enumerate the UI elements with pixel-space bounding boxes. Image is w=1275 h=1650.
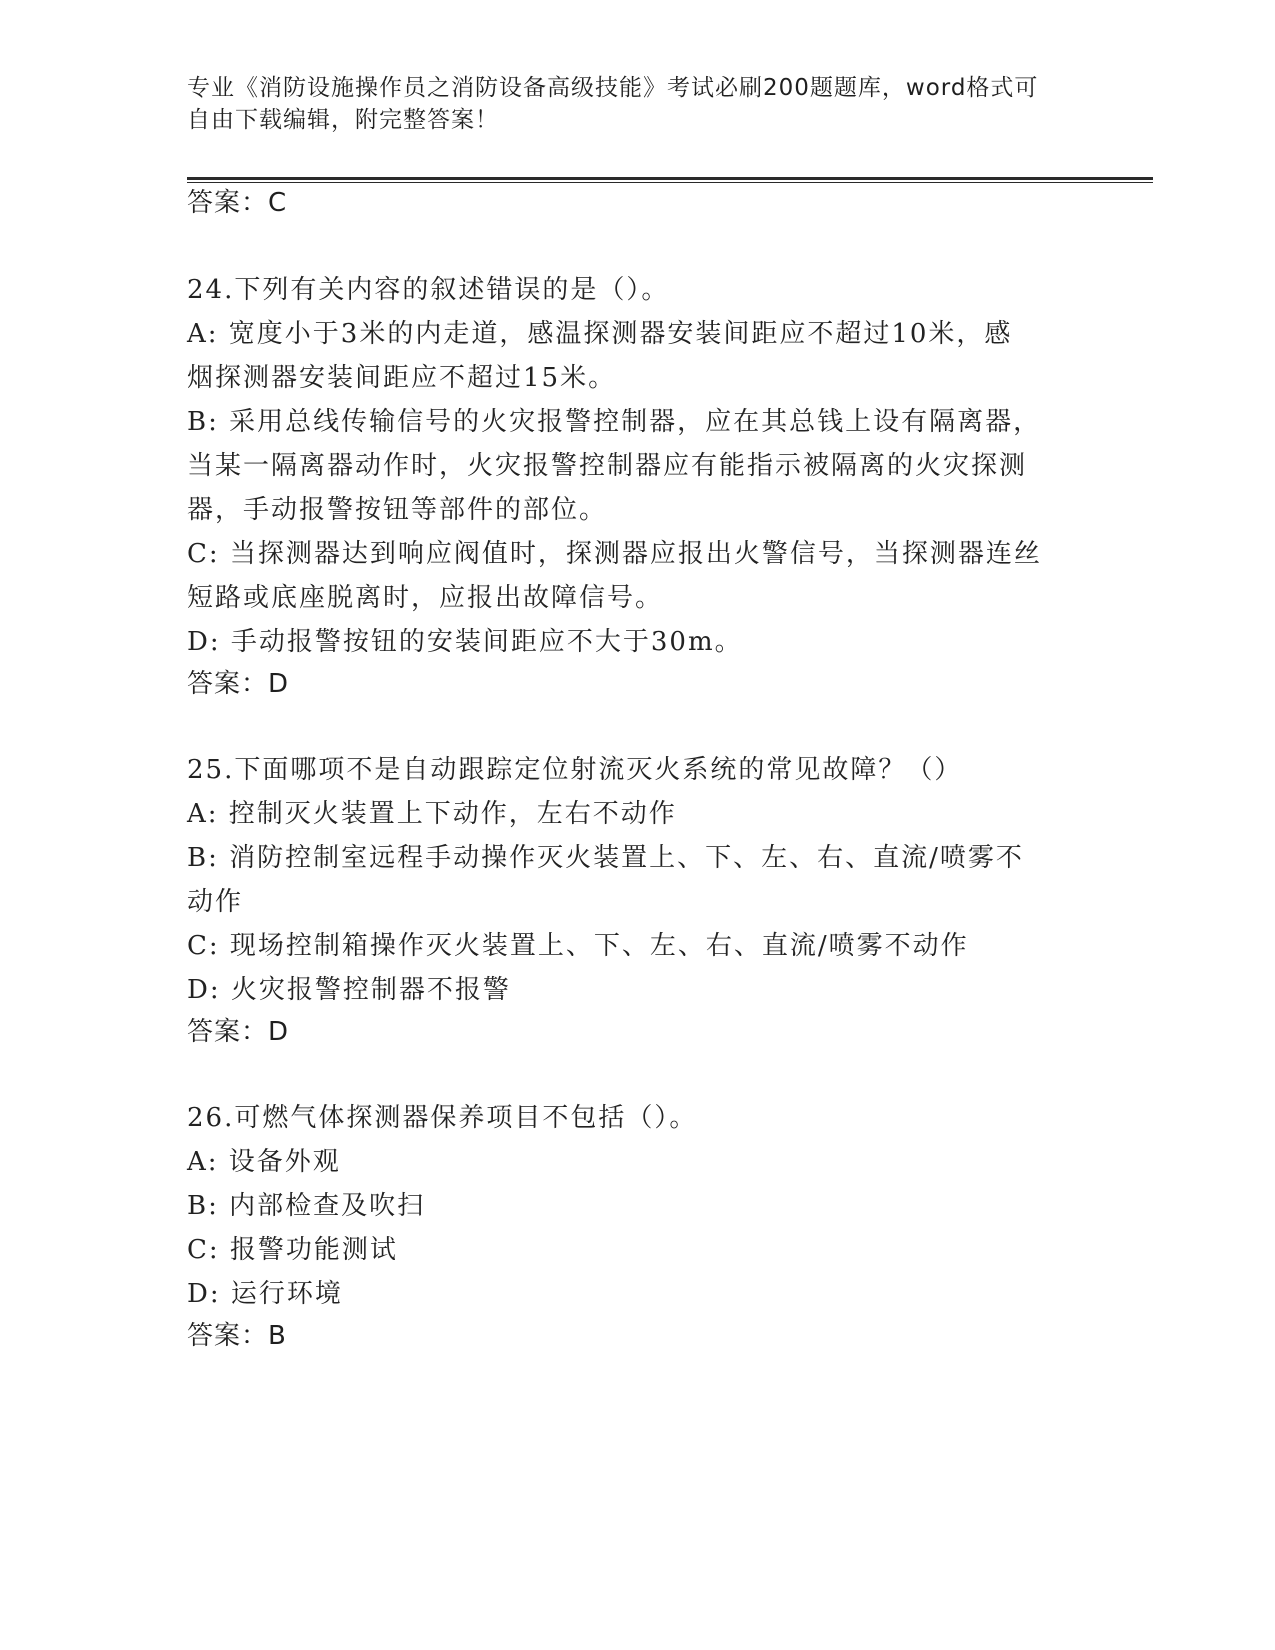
header-divider-thick (187, 177, 1153, 180)
question-25-option-b-line-2: 动作 (187, 887, 244, 917)
question-24-title: 24.下列有关内容的叙述错误的是（）。 (187, 275, 670, 305)
question-24-option-d-line-1: D: 手动报警按钮的安装间距应不大于30m。 (187, 627, 743, 657)
question-25-option-a-line-1: A: 控制灭火装置上下动作，左右不动作 (187, 799, 677, 829)
question-24-option-b-line-2: 当某一隔离器动作时，火灾报警控制器应有能指示被隔离的火灾探测 (187, 451, 1028, 481)
question-25-title: 25.下面哪项不是自动跟踪定位射流灭火系统的常见故障？（） (187, 755, 963, 785)
question-26-answer: 答案：B (187, 1321, 287, 1351)
question-25-option-b-line-1: B: 消防控制室远程手动操作灭火装置上、下、左、右、直流/喷雾不 (187, 843, 1024, 873)
question-26-title: 26.可燃气体探测器保养项目不包括（）。 (187, 1103, 698, 1133)
question-26-option-d-line-1: D: 运行环境 (187, 1279, 343, 1309)
question-24-option-b-line-1: B: 采用总线传输信号的火灾报警控制器，应在其总钱上设有隔离器， (187, 407, 1042, 437)
header-divider-thin (187, 182, 1153, 183)
question-25-answer: 答案：D (187, 1017, 290, 1047)
question-26-option-c-line-1: C: 报警功能测试 (187, 1235, 398, 1265)
previous-answer: 答案：C (187, 188, 288, 218)
question-24-option-c-line-2: 短路或底座脱离时，应报出故障信号。 (187, 583, 664, 613)
question-24-option-a-line-1: A: 宽度小于3米的内走道，感温探测器安装间距应不超过10米，感 (187, 319, 1013, 349)
question-24-option-a-line-2: 烟探测器安装间距应不超过15米。 (187, 363, 617, 393)
question-24-option-c-line-1: C: 当探测器达到响应阀值时，探测器应报出火警信号，当探测器连丝 (187, 539, 1042, 569)
header-line-1: 专业《消防设施操作员之消防设备高级技能》考试必刷200题题库，word格式可 (187, 75, 1039, 101)
question-24-option-b-line-3: 器，手动报警按钮等部件的部位。 (187, 495, 608, 525)
question-25-option-c-line-1: C: 现场控制箱操作灭火装置上、下、左、右、直流/喷雾不动作 (187, 931, 969, 961)
question-25-option-d-line-1: D: 火灾报警控制器不报警 (187, 975, 511, 1005)
question-24-answer: 答案：D (187, 669, 290, 699)
document-header (187, 72, 1067, 136)
question-26-option-b-line-1: B: 内部检查及吹扫 (187, 1191, 426, 1221)
question-26-option-a-line-1: A: 设备外观 (187, 1147, 341, 1177)
header-line-2: 自由下载编辑，附完整答案！ (187, 107, 499, 133)
